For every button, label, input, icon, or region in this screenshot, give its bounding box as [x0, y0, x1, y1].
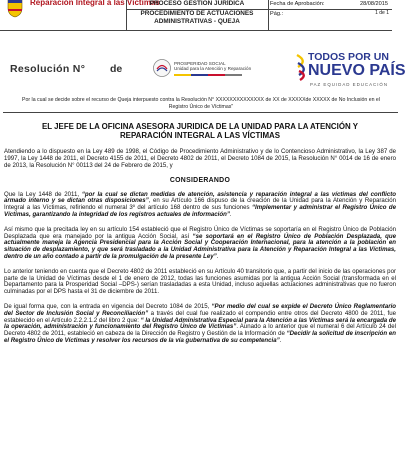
p1-end: .	[229, 210, 232, 218]
seal-text-line1: PROSPERIDAD SOCIAL	[174, 61, 226, 66]
header-org-name: Reparación Integral a las Víctimas	[30, 0, 160, 7]
paragraph-4	[4, 304, 396, 345]
header-meta-cell	[268, 0, 392, 30]
seal-text	[174, 61, 251, 71]
logo-line3: PAZ EQUIDAD EDUCACIÓN	[310, 82, 389, 87]
p4-quote-a: “Por medio del cual se expide el Decreto Único Reglamentario del Sector de Inclusión Social y Reconciliación”	[4, 302, 396, 317]
header-procedure: PROCEDIMIENTO DE ACTUACIONES ADMINISTRATIVAS - QUEJA	[140, 9, 254, 25]
p4-text-c: . Aunado a lo anterior que el numeral 6 del Artículo 24 del Decreto 4802 de 2011, estableció en cabeza de la Dirección de Registro y Gestión de la Información de	[4, 323, 397, 338]
header-process-cell	[126, 0, 269, 30]
resolution-title: Resolución N°	[10, 63, 86, 75]
p4-quote-c: “Decidir la solicitud de inscripción en el Registro Único de Víctimas y resolver los recursos de la vía gubernativa de su competencia”	[4, 330, 396, 344]
header-logo-cell	[0, 0, 160, 30]
approval-label: Fecha de Aprobación:	[270, 1, 325, 7]
seal-text-line2: Unidad para la Atención y Reparación	[174, 66, 252, 72]
prosperidad-seal-icon	[152, 58, 172, 78]
document-body	[4, 122, 396, 353]
flag-color-bars	[174, 74, 242, 76]
p4-text-a: De igual forma que, con la entrada en vigencia del Decreto 1084 de 2015,	[4, 302, 212, 310]
p2-quote: “se soportará en el Registro Único de Población Desplazada, que actualmente maneja la Agencia Presidencial para la Acción Social y Cooperación Internacional, para la atención a la población en situación de desplazamiento, y que será trasladado a la Unidad Administrativa para la Atención y Reparación Integral a las Víctimas, dentro de un año contado a partir de la promulgación de la presente Ley”	[4, 232, 396, 260]
page-value: 1 de 1	[375, 10, 389, 16]
document-header	[0, 0, 392, 31]
todos-por-un-nuevo-pais-logo	[294, 51, 406, 93]
p4-end: .	[279, 336, 282, 344]
header-page-row	[268, 10, 392, 20]
document-heading: EL JEFE DE LA OFICINA ASESORA JURIDICA DE LA UNIDAD PARA LA ATENCIÓN Y REPARACIÓN INTEGRAL A LAS VÍCTIMAS	[42, 122, 358, 141]
resolution-subtitle: Por la cual se decide sobre el recurso de Queja interpuesto contra la Resolución N° XXXXXXXXXXXXXX de XX de XXXXXde XXXXX de No Inclusión en el Registro Único de Víctimas"	[22, 97, 380, 110]
p4-quote-b: “ la Unidad Administrativa Especial para la Atención a las Víctimas será la encargada de la operación, administración y funcionamiento del Registro Único de Víctimas”	[4, 316, 396, 331]
approval-date: 28/08/2015	[360, 1, 388, 7]
p1-text-a: Que la Ley 1448 de 2011,	[4, 190, 82, 198]
paragraph-1	[4, 192, 396, 219]
p1-text-b: , en su Artículo 166 dispuso de la creación de la Unidad para la Atención y Reparación Integral a las Víctimas, refiriendo el numeral 3º del artículo 168 dentro de sus funciones	[4, 197, 396, 212]
logo-line1: TODOS POR UN	[308, 51, 389, 63]
logo-line2: NUEVO PAÍS	[308, 62, 406, 79]
paragraph-2	[4, 227, 396, 261]
resolution-de: de	[110, 63, 123, 75]
page-label: Pág.:	[270, 11, 284, 17]
divider	[3, 112, 398, 113]
header-process: PROCESO GESTIÓN JURÍDICA	[126, 0, 268, 10]
p1-quote-b: “Implementar y administrar el Registro Único de Víctimas, garantizando la integridad de los registros actuales de información”	[4, 204, 396, 218]
header-approval-row	[268, 0, 392, 10]
p2-text-a: Así mismo que la precitada ley en su artículo 154 estableció que el Registro Único de Víctimas se soportaría en el Registro Único de Población Desplazada que era manejado por la antigua Acción Social, así	[4, 225, 396, 240]
p4-text-b: a través del cual fue realizado el compendio entre otros del Decreto 4800 de 2011, fue establecido en el Artículo 2.2.2.1.2 del libro 2 que:	[4, 309, 396, 324]
intro-paragraph: Atendiendo a lo dispuesto en la Ley 489 de 1998, el Código de Procedimiento Administrativo y de lo Contencioso Administrativo, la Ley 387 de 1997, la Ley 1448 de 2011, el Decreto 4155 de 2011, el Decreto 4802 de 2011, el Decreto 1084 de 2015, la Resolución N° 0014 de 16 de enero de 2013, la Resolución N° 00113 del 24 de Febrero de 2015, y	[4, 148, 396, 169]
considerando-heading: CONSIDERANDO	[169, 176, 231, 184]
paragraph-3: Lo anterior teniendo en cuenta que el Decreto 4802 de 2011 estableció en su Artículo 40 transitorio que, a partir del inicio de las operaciones por parte de la Unidad de Víctimas desde el 1 de enero de 2012, todas las funciones asumidas por la antigua Acción Social (transformada en el Departamento para la Prosperidad Social –DPS-) serían trasladadas a esta Unidad, incluso aquellas actuaciones administrativas que no fueron culminadas por el DPS hasta el 31 de diciembre de 2011.	[4, 267, 396, 296]
p1-quote-a: “por la cual se dictan medidas de atención, asistencia y reparación integral a las víctimas del conflicto armado interno y se dictan otras disposiciones”	[4, 190, 397, 205]
colombia-shield-icon	[6, 0, 24, 18]
p2-end: .	[216, 252, 219, 260]
